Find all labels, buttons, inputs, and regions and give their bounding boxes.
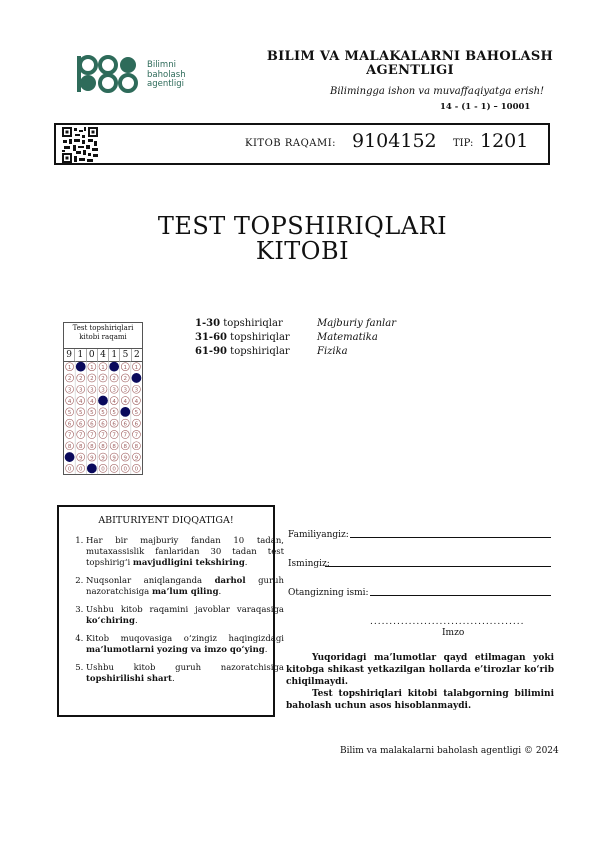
bubble-grid-bubbles [64, 361, 142, 474]
bubble-digit: 9 [134, 455, 139, 462]
section-row-2: 31-60 topshiriqlar [195, 332, 290, 343]
bubble-digit: 4 [67, 398, 72, 405]
qr-code [62, 127, 98, 163]
warning-paragraph-2: Test topshiriqlari kitobi talabgorning bilimini baholash uchun asos hisoblanmaydi. [286, 689, 554, 711]
footer-copyright: Bilim va malakalarni baholash agentligi © 2024 [340, 746, 559, 756]
attention-title: ABITURIYENT DIQQATIGA! [98, 515, 234, 526]
bubble-digit: 0 [101, 466, 105, 473]
attention-item: 1. Har bir majburiy fandan 10 tadan, mutaxassislik fanlaridan 30 tadan test topshirig‘i mavjudligini tekshiring. [86, 536, 284, 569]
bubble-digit: 6 [67, 421, 72, 428]
grid-digit: 9 [64, 349, 75, 361]
bubble-digit: 0 [123, 466, 128, 473]
bubble-digit: 3 [112, 387, 116, 394]
grid-digit: 4 [98, 349, 109, 361]
signature-line[interactable]: ........................................ [370, 617, 525, 627]
bubble-digit: 7 [123, 432, 128, 439]
bubble-digit: 6 [134, 421, 139, 428]
bubble-digit: 2 [78, 376, 83, 383]
bubble-digit: 3 [134, 387, 139, 394]
bubble-digit: 2 [67, 376, 72, 383]
section-subject-3: Fizika [317, 346, 348, 357]
book-number-value: 9104152 [352, 130, 437, 152]
bubble-digit: 5 [67, 410, 72, 417]
bubble-filled [87, 464, 96, 473]
bubble-digit: 1 [90, 364, 94, 371]
bubble-digit: 7 [112, 432, 116, 439]
bubble-digit: 4 [90, 398, 94, 405]
bubble-digit: 8 [67, 443, 72, 450]
patronymic-label: Otangizning ismi: [288, 588, 369, 598]
patronymic-field[interactable] [370, 595, 551, 596]
bubble-digit: 8 [123, 443, 128, 450]
bubble-digit: 2 [123, 376, 128, 383]
bubble-digit: 4 [123, 398, 128, 405]
bubble-digit: 5 [101, 410, 105, 417]
surname-label: Familiyangiz: [288, 530, 349, 540]
bubble-digit: 6 [90, 421, 94, 428]
grid-digit: 5 [120, 349, 131, 361]
bubble-digit: 8 [78, 443, 83, 450]
bubble-digit: 9 [123, 455, 128, 462]
slogan: Bilimingga ishon va muvaffaqiyatga erish! [330, 86, 545, 97]
bubble-digit: 7 [78, 432, 83, 439]
warning-text [286, 652, 554, 712]
signature-label: Imzo [442, 628, 465, 638]
bubble-digit: 3 [90, 387, 94, 394]
bubble-grid-title: Test topshiriqlari kitobi raqami [72, 324, 134, 341]
surname-field[interactable] [350, 537, 551, 538]
attention-item: 3. Ushbu kitob raqamini javoblar varaqasiga ko‘chiring. [86, 605, 284, 627]
attention-item: 4. Kitob muqovasiga o‘zingiz haqingizdagi ma’lumotlarni yozing va imzo qo‘ying. [86, 634, 284, 656]
bubble-digit: 6 [78, 421, 83, 428]
bubble-digit: 8 [90, 443, 94, 450]
warning-paragraph-1: Yuqoridagi ma’lumotlar qayd etilmagan yoki kitobga shikast yetkazilgan hollarda e’tirozlar ko‘rib chiqilmaydi. [286, 653, 554, 687]
bubble-digit: 9 [112, 455, 116, 462]
bubble-digit: 0 [78, 466, 83, 473]
grid-digit: 1 [109, 349, 120, 361]
bubble-digit: 9 [78, 455, 83, 462]
bubble-digit: 8 [101, 443, 105, 450]
bubble-digit: 6 [112, 421, 116, 428]
bubble-digit: 1 [67, 364, 72, 371]
book-number-label: KITOB RAQAMI: [245, 138, 337, 149]
bubble-digit: 9 [90, 455, 94, 462]
tip-value: 1201 [480, 130, 529, 152]
bubble-digit: 8 [134, 443, 139, 450]
bubble-digit: 7 [134, 432, 139, 439]
grid-digit: 2 [133, 350, 140, 360]
bubble-digit: 0 [67, 466, 72, 473]
section-row-3: 61-90 topshiriqlar [195, 346, 290, 357]
bubble-digit: 7 [67, 432, 72, 439]
section-row-1: 1-30 topshiriqlar [195, 318, 283, 329]
attention-list [70, 536, 284, 692]
variant-code: 14 - (1 - 1) – 10001 [440, 102, 531, 112]
bubble-digit: 5 [90, 410, 94, 417]
bubble-filled [132, 373, 141, 382]
section-subject-1: Majburiy fanlar [317, 318, 396, 329]
bubble-grid-digits [64, 348, 142, 362]
attention-item: 2. Nuqsonlar aniqlanganda darhol guruh nazoratchisiga ma’lum qiling. [86, 576, 284, 598]
bubble-digit: 5 [78, 410, 83, 417]
bubble-digit: 5 [112, 410, 116, 417]
name-label: Ismingiz: [288, 559, 330, 569]
bubble-filled [65, 452, 74, 461]
bubble-filled [110, 362, 119, 371]
bubble-digit: 1 [134, 364, 139, 371]
organization-name: BILIM VA MALAKALARNI BAHOLASH AGENTLIGI [266, 49, 554, 78]
bubble-digit: 4 [112, 398, 116, 405]
bubble-filled [98, 396, 107, 405]
bubble-digit: 2 [90, 376, 94, 383]
bubble-digit: 3 [78, 387, 83, 394]
bubble-digit: 7 [90, 432, 94, 439]
agency-logo [76, 54, 140, 94]
bubble-digit: 3 [101, 387, 105, 394]
bubble-digit: 0 [112, 466, 116, 473]
bubble-digit: 6 [123, 421, 128, 428]
bubble-digit: 2 [101, 376, 105, 383]
bubble-digit: 9 [101, 455, 105, 462]
grid-digit: 0 [87, 349, 98, 361]
bubble-digit: 1 [101, 364, 105, 371]
bubble-filled [121, 407, 130, 416]
grid-digit: 1 [75, 349, 86, 361]
bubble-digit: 7 [101, 432, 105, 439]
bubble-digit: 6 [101, 421, 105, 428]
section-subject-2: Matematika [317, 332, 378, 343]
bubble-digit: 5 [134, 410, 139, 417]
attention-item: 5. Ushbu kitob guruh nazoratchisiga topshirilishi shart. [86, 663, 284, 685]
bubble-digit: 4 [134, 398, 139, 405]
bubble-digit: 3 [67, 387, 72, 394]
bubble-filled [76, 362, 85, 371]
bubble-digit: 3 [123, 387, 128, 394]
logo-text: Bilimni baholash agentligi [147, 60, 186, 89]
bubble-digit: 8 [112, 443, 116, 450]
name-field[interactable] [325, 566, 551, 567]
bubble-digit: 0 [134, 466, 139, 473]
page-title: TEST TOPSHIRIQLARI KITOBI [157, 212, 448, 265]
bubble-digit: 4 [78, 398, 83, 405]
tip-label: TIP: [453, 138, 474, 149]
bubble-digit: 1 [123, 364, 128, 371]
bubble-digit: 2 [112, 376, 116, 383]
